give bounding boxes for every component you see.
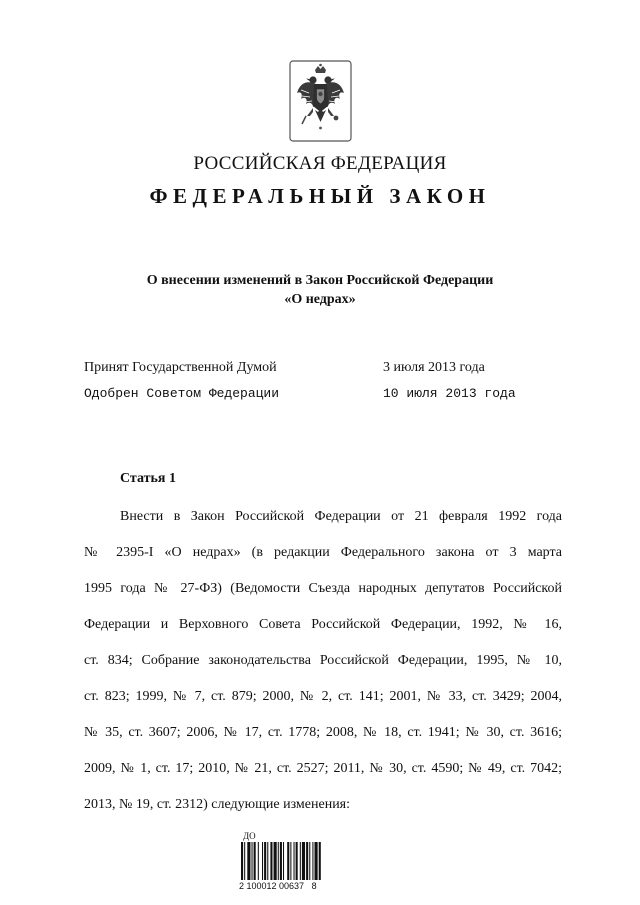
law-type-heading: ФЕДЕРАЛЬНЫЙ ЗАКОН bbox=[149, 184, 491, 208]
article-line: 1995 года № 27-ФЗ) (Ведомости Съезда народных депутатов Российской bbox=[84, 581, 562, 596]
law-title-line-2: «О недрах» bbox=[284, 292, 356, 307]
article-line: № 2395-I «О недрах» (в редакции Федерального закона от 3 марта bbox=[84, 545, 562, 560]
document-barcode bbox=[239, 830, 349, 891]
law-title-line-1: О внесении изменений в Закон Российской Федерации bbox=[146, 273, 494, 288]
council-approval-label: Одобрен Советом Федерации bbox=[84, 386, 280, 401]
article-line: Федерации и Верховного Совета Российской Федерации, 1992, № 16, bbox=[84, 617, 562, 632]
article-line: ст. 834; Собрание законодательства Российской Федерации, 1995, № 10, bbox=[84, 653, 562, 668]
duma-adoption-label: Принят Государственной Думой bbox=[84, 360, 277, 375]
barcode-number: 2 100012 00637 8 bbox=[239, 881, 317, 891]
article-line: ст. 823; 1999, № 7, ст. 879; 2000, № 2, ст. 141; 2001, № 33, ст. 3429; 2004, bbox=[84, 689, 562, 704]
article-heading: Статья 1 bbox=[120, 471, 176, 486]
article-line: 2009, № 1, ст. 17; 2010, № 21, ст. 2527; 2011, № 30, ст. 4590; № 49, ст. 7042; bbox=[84, 761, 562, 776]
country-name: РОССИЙСКАЯ ФЕДЕРАЦИЯ bbox=[193, 153, 447, 174]
barcode-mark: ДО bbox=[243, 831, 256, 841]
article-line: Внести в Закон Российской Федерации от 21 февраля 1992 года bbox=[120, 509, 562, 524]
law-title bbox=[0, 271, 640, 309]
article-line: № 35, ст. 3607; 2006, № 17, ст. 1778; 2008, № 18, ст. 1941; № 30, ст. 3616; bbox=[84, 725, 562, 740]
article-line: 2013, № 19, ст. 2312) следующие изменения: bbox=[84, 797, 351, 812]
coat-of-arms-emblem bbox=[289, 60, 352, 142]
barcode-bars bbox=[239, 842, 349, 880]
duma-adoption-date: 3 июля 2013 года bbox=[383, 360, 485, 375]
article-body bbox=[84, 499, 562, 823]
council-approval-date: 10 июля 2013 года bbox=[383, 386, 516, 401]
